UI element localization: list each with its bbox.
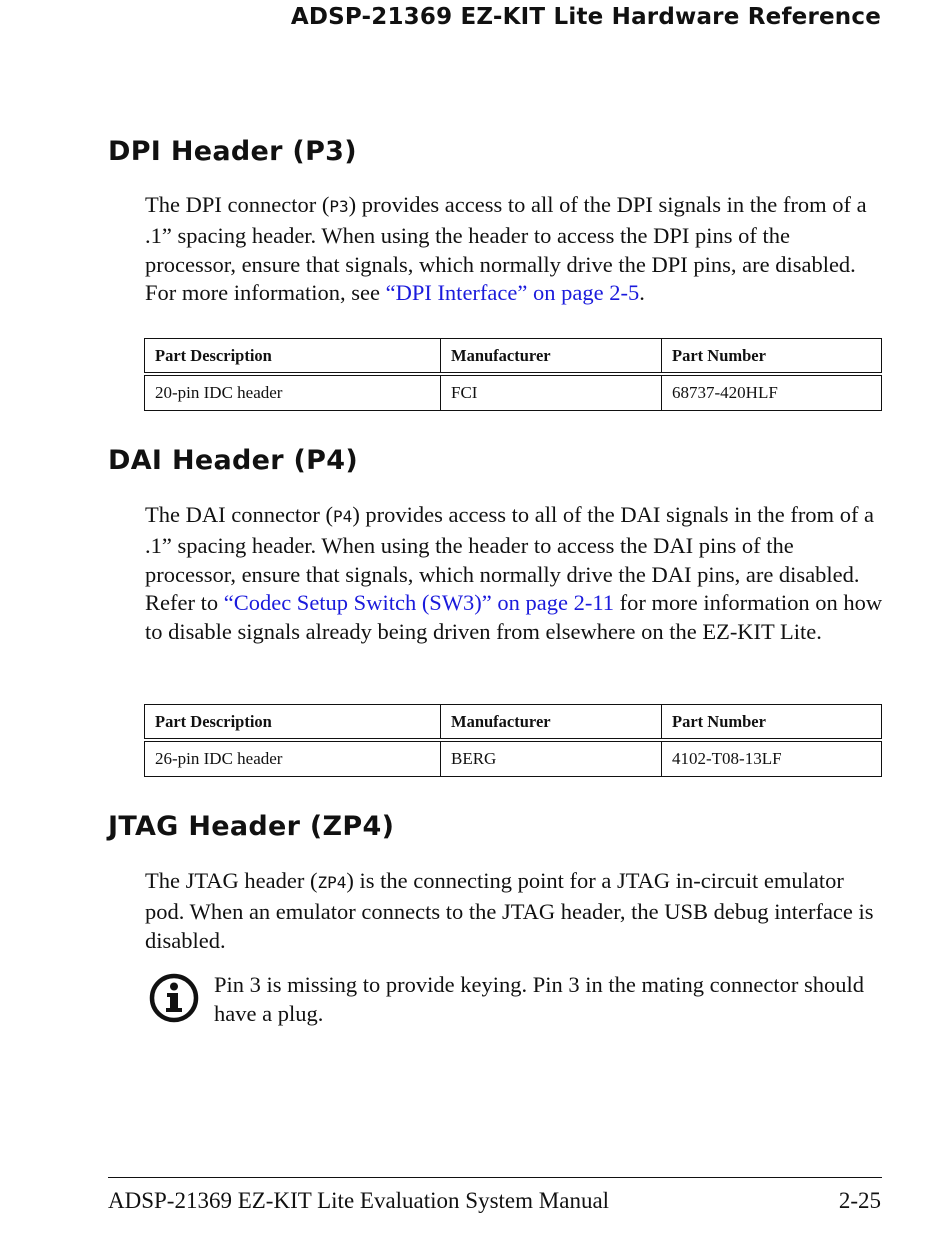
jtag-connector-code: ZP4: [317, 873, 347, 892]
note-text: Pin 3 is missing to provide keying. Pin 3 in the mating connector should have a plug.: [214, 972, 864, 1026]
dai-text-3: for more information on how to disable signals already being driven from elsewhere on the EZ-KIT Lite.: [145, 590, 883, 645]
column-header-part-description: Part Description: [145, 705, 441, 741]
table-header-row: [145, 339, 882, 375]
table-row: [145, 740, 882, 777]
section-heading-dpi: DPI Header (P3): [108, 136, 357, 167]
dpi-paragraph: [145, 191, 885, 308]
section-heading-jtag: JTAG Header (ZP4): [108, 811, 395, 842]
dpi-interface-link[interactable]: “DPI Interface” on page 2-5: [385, 280, 640, 306]
footer-divider: [108, 1177, 882, 1178]
dai-text-1: The DAI connector (: [145, 502, 334, 527]
page-number: 2-25: [838, 1188, 881, 1213]
column-header-part-number: Part Number: [662, 339, 882, 375]
dai-connector-code: P4: [333, 507, 353, 526]
jtag-paragraph: [145, 867, 885, 955]
table-row: [145, 374, 882, 411]
cell-part-number: 4102-T08-13LF: [662, 740, 882, 777]
cell-part-number: 68737-420HLF: [662, 374, 882, 411]
dpi-text-2: ) provides access to all of the DPI signals in the from of a .1” spacing header. When using the header to access the DPI pins of the processor, ensure that signals, which normally drive the DPI pins, are disabled. For more information, see: [145, 192, 867, 306]
dai-parts-table: [144, 704, 882, 777]
jtag-text-1: The JTAG header (: [145, 868, 318, 893]
column-header-part-number: Part Number: [662, 705, 882, 741]
column-header-manufacturer: Manufacturer: [441, 705, 662, 741]
dpi-text-1: The DPI connector (: [145, 192, 330, 217]
table-header-row: [145, 705, 882, 741]
section-heading-dai: DAI Header (P4): [108, 445, 358, 476]
codec-setup-switch-link[interactable]: “Codec Setup Switch (SW3)” on page 2-11: [223, 590, 615, 616]
footer-manual-title: ADSP-21369 EZ-KIT Lite Evaluation System Manual: [108, 1188, 610, 1213]
cell-manufacturer: BERG: [441, 740, 662, 777]
dai-text-2: ) provides access to all of the DAI signals in the from of a .1” spacing header. When using the header to access the DAI pins of the processor, ensure that signals, which normally drive the DAI pins, are disabled. Refer to: [145, 502, 875, 616]
cell-part-description: 20-pin IDC header: [145, 374, 441, 411]
cell-manufacturer: FCI: [441, 374, 662, 411]
column-header-part-description: Part Description: [145, 339, 441, 375]
column-header-manufacturer: Manufacturer: [441, 339, 662, 375]
dai-paragraph: [145, 501, 885, 647]
running-header: ADSP-21369 EZ-KIT Lite Hardware Reference: [290, 4, 881, 30]
jtag-text-2: ) is the connecting point for a JTAG in-circuit emulator pod. When an emulator connects to the JTAG header, the USB debug interface is disabled.: [145, 868, 874, 953]
info-icon: [148, 972, 200, 1024]
dpi-parts-table: [144, 338, 882, 411]
cell-part-description: 26-pin IDC header: [145, 740, 441, 777]
dpi-connector-code: P3: [329, 197, 349, 216]
dpi-text-3: .: [639, 280, 645, 306]
